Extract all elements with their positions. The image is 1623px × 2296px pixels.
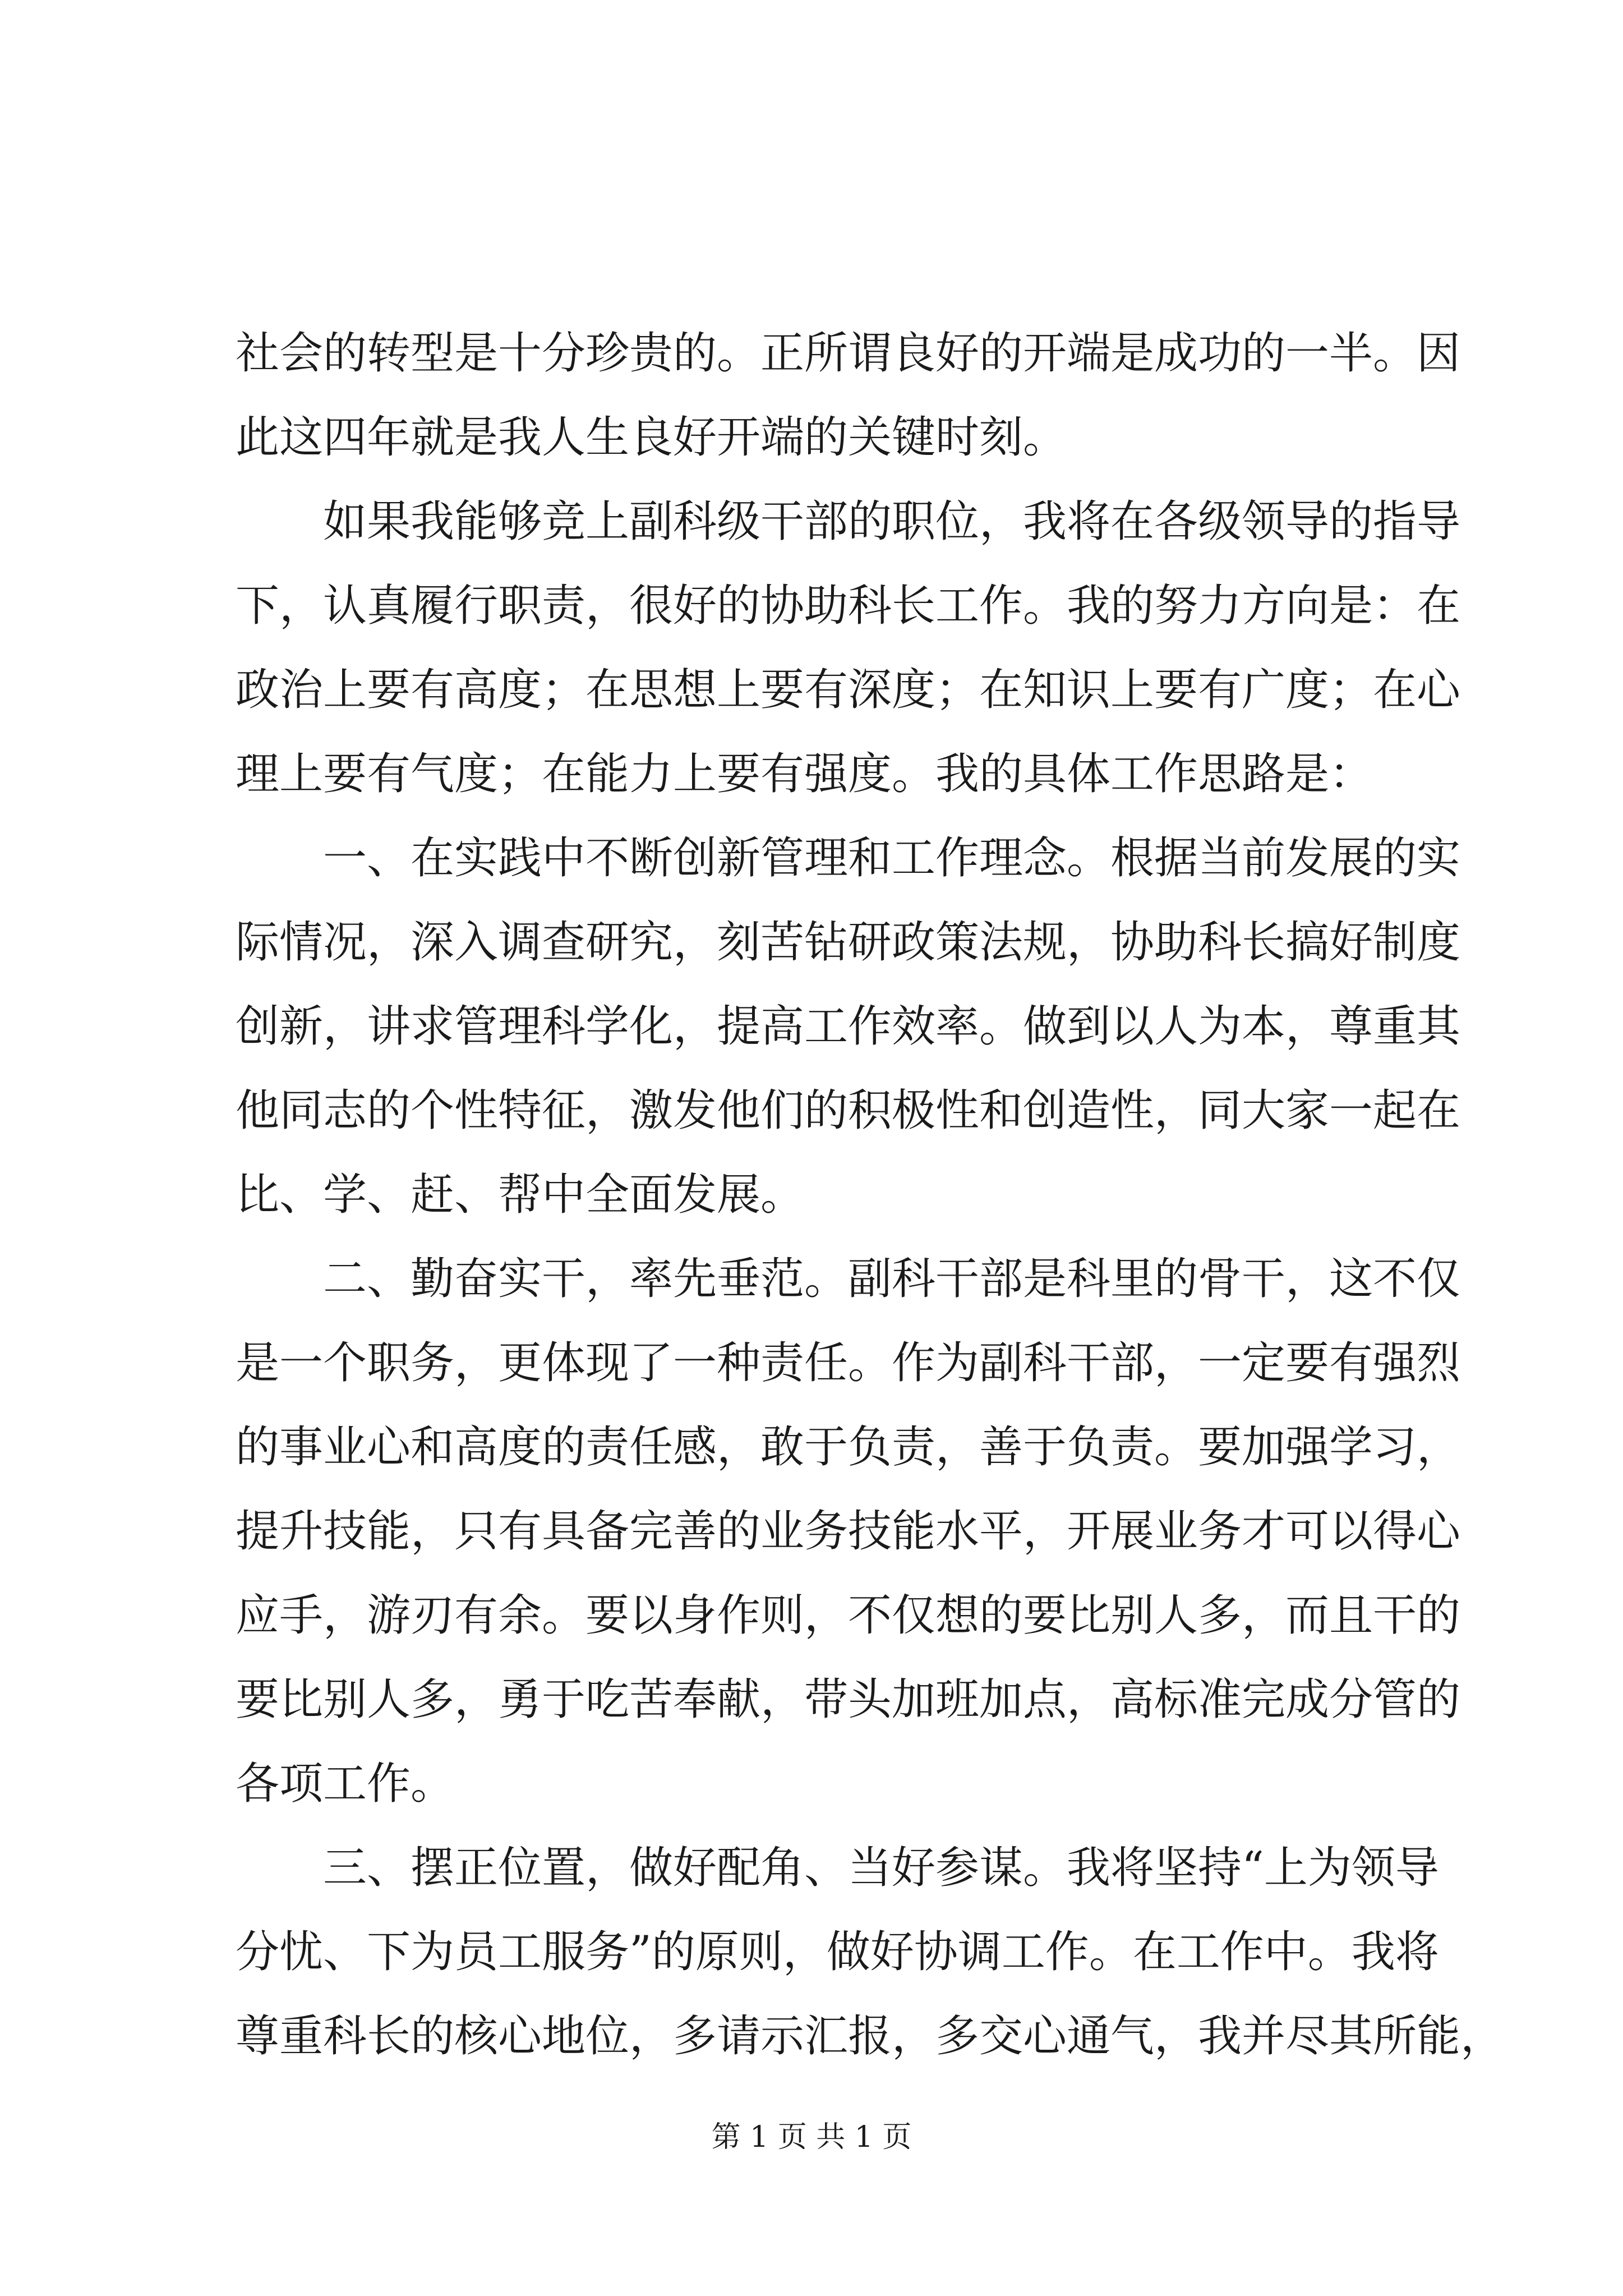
text-line: 各项工作。 xyxy=(236,1759,455,1809)
text-line: 社会的转型是十分珍贵的。正所谓良好的开端是成功的一半。因 xyxy=(236,328,1461,379)
text-line: 是一个职务，更体现了一种责任。作为副科干部，一定要有强烈 xyxy=(236,1338,1461,1388)
text-line: 此这四年就是我人生良好开端的关键时刻。 xyxy=(236,412,1067,463)
text-line: 二、勤奋实干，率先垂范。副科干部是科里的骨干，这不仅 xyxy=(323,1254,1461,1304)
text-line: 理上要有气度；在能力上要有强度。我的具体工作思路是： xyxy=(236,749,1373,799)
text-line: 提升技能，只有具备完善的业务技能水平，开展业务才可以得心 xyxy=(236,1506,1461,1557)
text-line: 他同志的个性特征，激发他们的积极性和创造性，同大家一起在 xyxy=(236,1085,1461,1136)
text-line: 要比别人多，勇于吃苦奉献，带头加班加点，高标准完成分管的 xyxy=(236,1674,1461,1725)
text-line: 一、在实践中不断创新管理和工作理念。根据当前发展的实 xyxy=(323,833,1461,884)
text-line: 三、摆正位置，做好配角、当好参谋。我将坚持“上为领导 xyxy=(323,1843,1439,1893)
text-line: 政治上要有高度；在思想上要有深度；在知识上要有广度；在心 xyxy=(236,665,1461,715)
text-line: 创新，讲求管理科学化，提高工作效率。做到以人为本，尊重其 xyxy=(236,1001,1461,1052)
page-footer: 第 1 页 共 1 页 xyxy=(711,2120,912,2154)
text-line: 分忧、下为员工服务”的原则，做好协调工作。在工作中。我将 xyxy=(236,1927,1439,1977)
text-line: 如果我能够竞上副科级干部的职位，我将在各级领导的指导 xyxy=(323,496,1461,547)
text-line: 的事业心和高度的责任感，敢于负责，善于负责。要加强学习， xyxy=(236,1422,1461,1473)
text-line: 下，认真履行职责，很好的协助科长工作。我的努力方向是：在 xyxy=(236,581,1461,631)
text-line: 际情况，深入调查研究，刻苦钻研政策法规，协助科长搞好制度 xyxy=(236,917,1461,968)
text-line: 比、学、赶、帮中全面发展。 xyxy=(236,1170,805,1220)
text-line: 应手，游刃有余。要以身作则，不仅想的要比别人多，而且干的 xyxy=(236,1590,1461,1641)
text-line: 尊重科长的核心地位，多请示汇报，多交心通气，我并尽其所能， xyxy=(236,2011,1505,2062)
document-body xyxy=(236,311,1505,2078)
